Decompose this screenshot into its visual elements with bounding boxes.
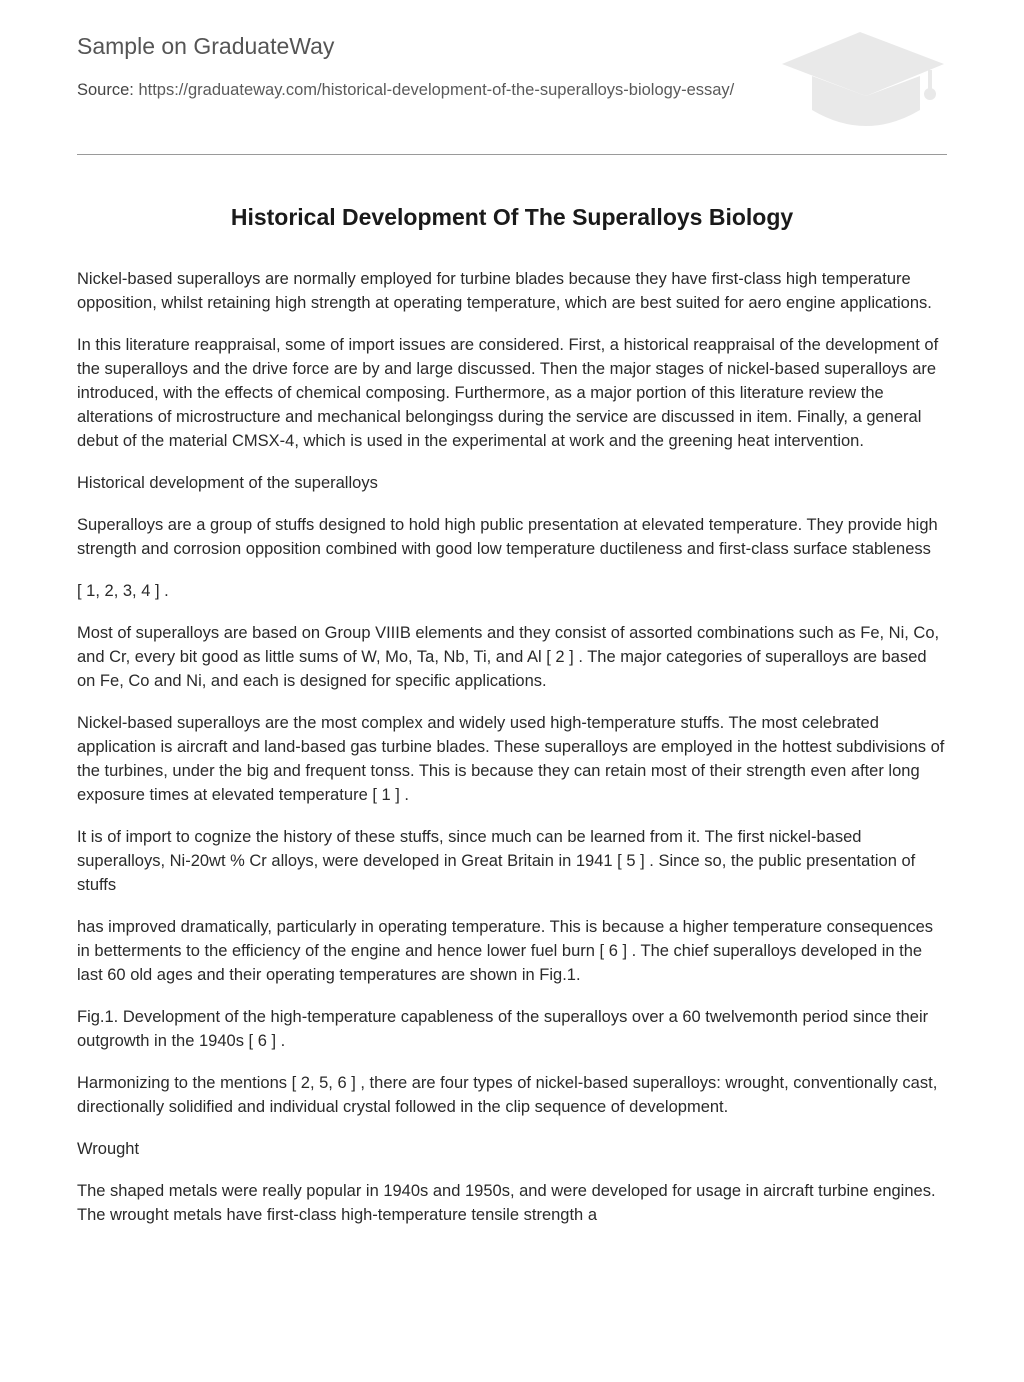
paragraph: It is of import to cognize the history of these stuffs, since much can be learned from it. The first nickel-based superalloys, Ni-20wt % Cr alloys, were developed in Great Britain in 1941 [ 5 ] . Since so, the public presentation of stuffs [77, 828, 916, 894]
paragraph: has improved dramatically, particularly in operating temperature. This is because a higher temperature consequences in betterments to the efficiency of the engine and hence lower fuel burn [ 6 ] . The chief superalloys developed in the last 60 old ages and their operating temperatures are shown in Fig.1. [77, 918, 934, 984]
tassel-end [924, 88, 936, 100]
document-body [77, 267, 947, 1245]
figure-caption: Fig.1. Development of the high-temperature capableness of the superalloys over a 60 twelvemonth period since their outgrowth in the 1940s [ 6 ] . [77, 1008, 929, 1050]
citation: [ 1, 2, 3, 4 ] . [77, 582, 169, 600]
graduation-cap-icon [780, 30, 946, 134]
site-title: Sample on GraduateWay [77, 33, 335, 59]
paragraph: The shaped metals were really popular in 1940s and 1950s, and were developed for usage in aircraft turbine engines. The wrought metals have first-class high-temperature tensile strength a [77, 1182, 936, 1224]
section-heading: Historical development of the superalloys [77, 474, 378, 492]
source-line [77, 79, 767, 101]
source-label: Source: [77, 81, 139, 99]
header-divider [77, 154, 947, 155]
paragraph: Harmonizing to the mentions [ 2, 5, 6 ] , there are four types of nickel-based superalloys: wrought, conventionally cast, directionally solidified and individual crystal followed in the clip sequence of development. [77, 1074, 938, 1116]
paragraph: Nickel-based superalloys are the most complex and widely used high-temperature stuffs. The most celebrated application is aircraft and land-based gas turbine blades. These superalloys are employed in the hottest subdivisions of the turbines, under the big and frequent tonss. This is because they can retain most of their strength even after long exposure times at elevated temperature [ 1 ] . [77, 714, 945, 804]
section-heading: Wrought [77, 1140, 140, 1158]
header [77, 0, 947, 155]
document-title: Historical Development Of The Superalloys Biology [230, 204, 794, 230]
paragraph: In this literature reappraisal, some of import issues are considered. First, a historical reappraisal of the development of the superalloys and the drive force are by and large discussed. Then the major stages of nickel-based superalloys are introduced, with the effects of chemical composing. Furthermore, as a major portion of this literature review the alterations of microstructure and mechanical belongingss during the service are discussed in item. Finally, a general debut of the material CMSX-4, which is used in the experimental at work and the greening heat intervention. [77, 336, 939, 450]
paragraph: Superalloys are a group of stuffs designed to hold high public presentation at elevated temperature. They provide high strength and corrosion opposition combined with good low temperature ductileness and first-class surface stableness [77, 516, 938, 558]
paragraph: Nickel-based superalloys are normally employed for turbine blades because they have first-class high temperature opposition, whilst retaining high strength at operating temperature, which are best suited for aero engine applications. [77, 270, 932, 312]
paragraph: Most of superalloys are based on Group VIIIB elements and they consist of assorted combinations such as Fe, Ni, Co, and Cr, every bit good as little sums of W, Mo, Ta, Nb, Ti, and Al [ 2 ] . The major categories of superalloys are based on Fe, Co and Ni, and each is designed for specific applications. [77, 624, 940, 690]
page [77, 0, 947, 1224]
source-link[interactable]: https://graduateway.com/historical-development-of-the-superalloys-biology-essay/ [138, 81, 735, 99]
